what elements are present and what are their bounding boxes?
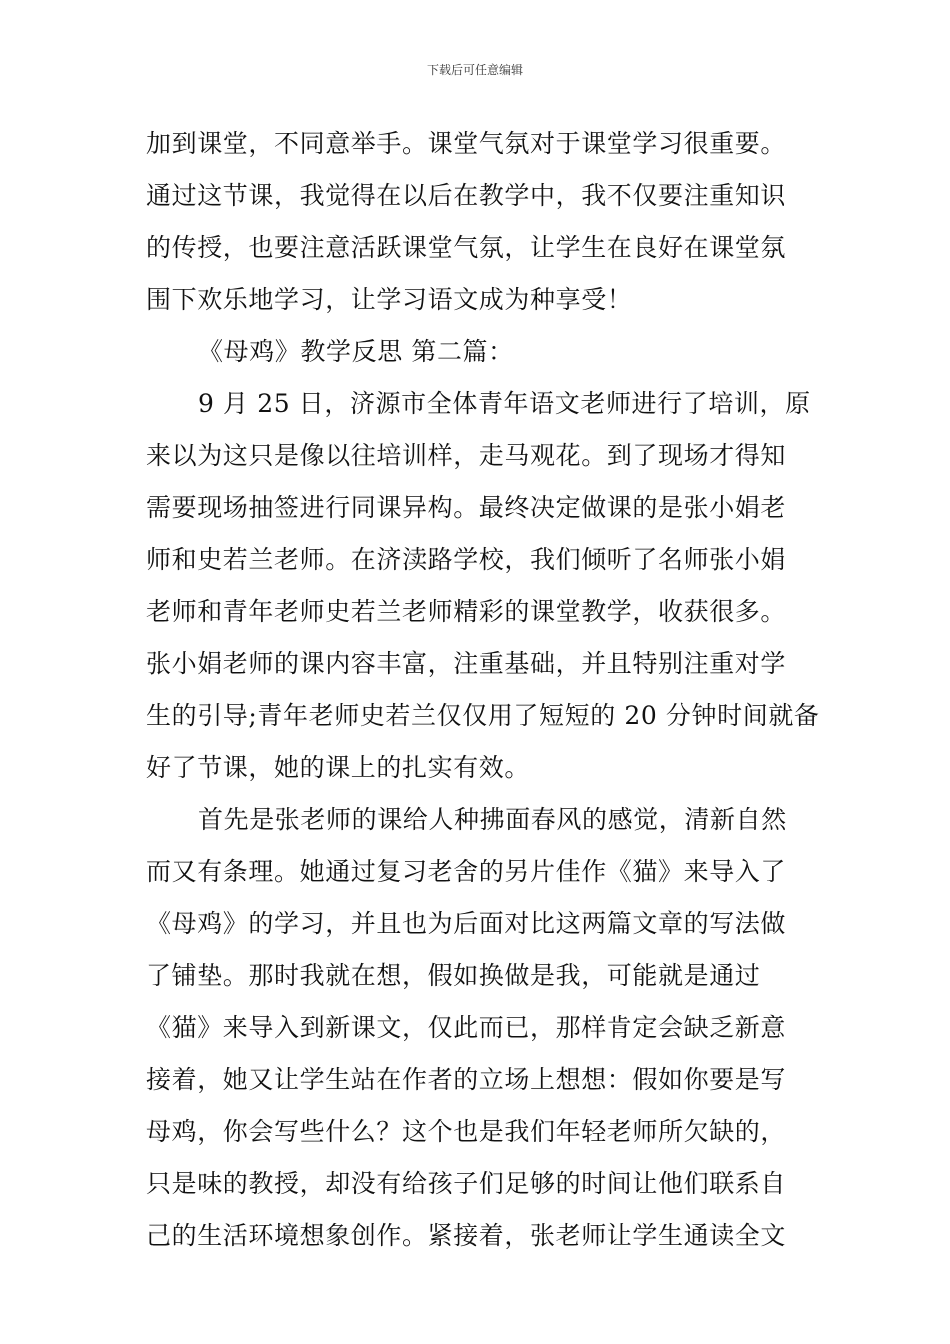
text-line: 需要现场抽签进行同课异构。最终决定做课的是张小娟老 (146, 493, 787, 522)
text-line: 的传授，也要注意活跃课堂气氛，让学生在良好在课堂氛 (146, 233, 787, 262)
text-line: 加到课堂，不同意举手。课堂气氛对于课堂学习很重要。 (146, 129, 787, 158)
text-line: 《猫》来导入到新课文，仅此而已，那样肯定会缺乏新意 (146, 1013, 787, 1042)
text-line: 9 月 25 日，济源市全体青年语文老师进行了培训，原 (198, 389, 811, 418)
text-line: 老师和青年老师史若兰老师精彩的课堂教学，收获很多。 (146, 597, 787, 626)
text-line: 通过这节课，我觉得在以后在教学中，我不仅要注重知识 (146, 181, 787, 210)
text-line: 《母鸡》教学反思 第二篇： (198, 337, 514, 366)
text-line: 母鸡，你会写些什么？这个也是我们年轻老师所欠缺的， (146, 1117, 787, 1146)
text-line: 张小娟老师的课内容丰富，注重基础，并且特别注重对学 (146, 649, 787, 678)
text-line: 好了节课，她的课上的扎实有效。 (146, 753, 531, 782)
page-header: 下载后可任意编辑 (426, 63, 523, 77)
text-line: 只是味的教授，却没有给孩子们足够的时间让他们联系自 (146, 1169, 787, 1198)
text-line: 围下欢乐地学习，让学习语文成为种享受！ (146, 285, 633, 314)
text-line: 来以为这只是像以往培训样，走马观花。到了现场才得知 (146, 441, 787, 470)
text-line: 生的引导;青年老师史若兰仅仅用了短短的 20 分钟时间就备 (146, 701, 820, 730)
text-line: 师和史若兰老师。在济渎路学校，我们倾听了名师张小娟 (146, 545, 787, 574)
text-line: 《母鸡》的学习，并且也为后面对比这两篇文章的写法做 (146, 909, 787, 938)
text-line: 己的生活环境想象创作。紧接着，张老师让学生通读全文 (146, 1221, 787, 1250)
text-line: 接着，她又让学生站在作者的立场上想想：假如你要是写 (146, 1065, 787, 1094)
document-body (146, 118, 820, 1262)
text-line: 而又有条理。她通过复习老舍的另片佳作《猫》来导入了 (146, 857, 787, 886)
text-line: 了铺垫。那时我就在想，假如换做是我，可能就是通过 (146, 961, 761, 990)
text-line: 首先是张老师的课给人种拂面春风的感觉，清新自然 (198, 805, 787, 834)
